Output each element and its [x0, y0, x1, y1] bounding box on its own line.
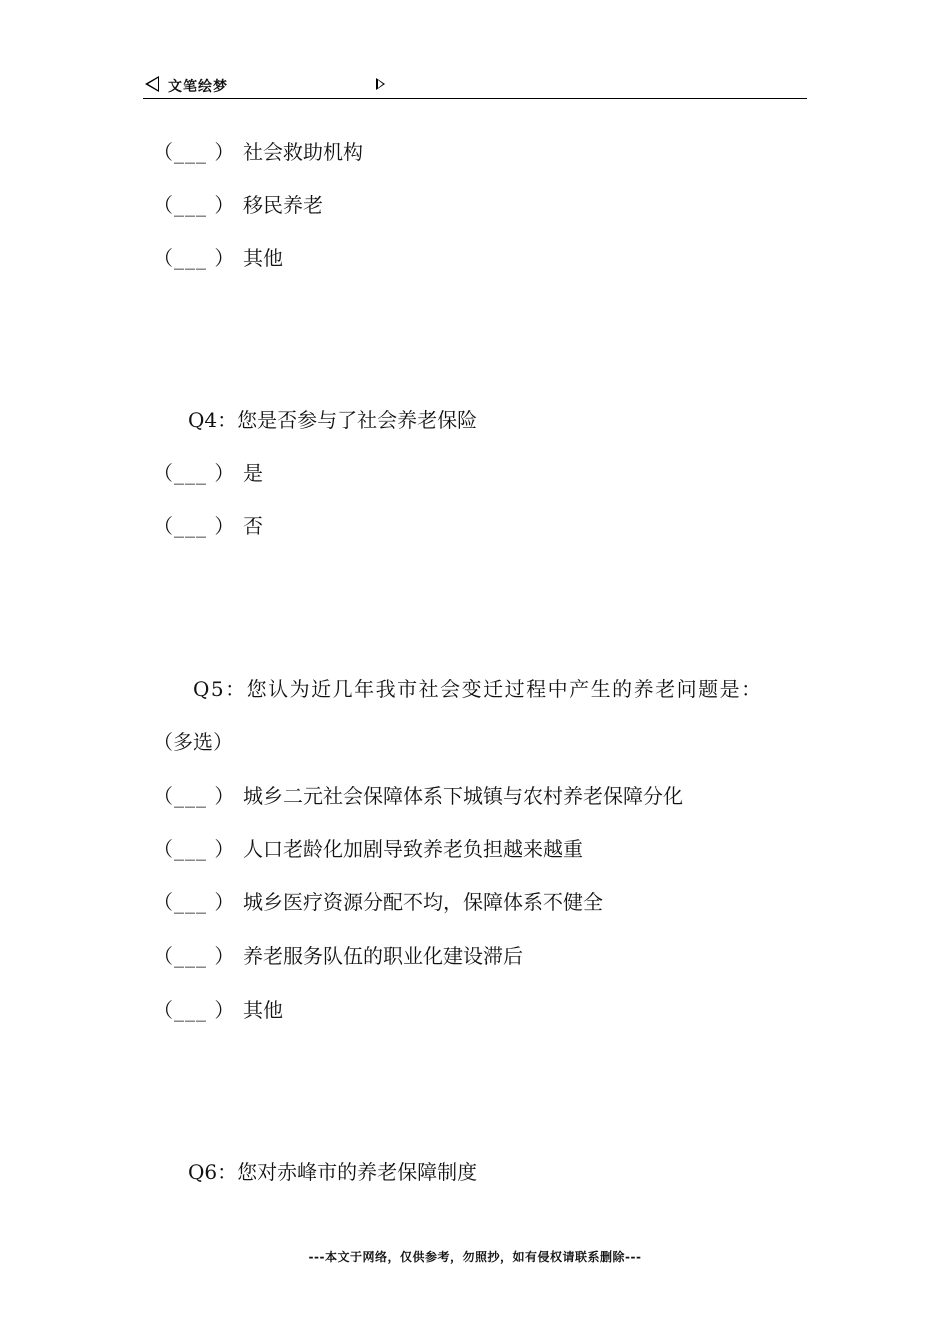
triangle-left-icon — [145, 76, 159, 92]
q5-option-2[interactable] — [153, 837, 583, 861]
header-brand: 文笔绘梦 — [168, 79, 228, 95]
option-text: 城乡二元社会保障体系下城镇与农村养老保障分化 — [243, 784, 683, 808]
q5-option-4[interactable] — [153, 944, 523, 968]
q5-option-3[interactable] — [153, 890, 603, 914]
q6-question: Q6：您对赤峰市的养老保障制度 — [188, 1160, 478, 1184]
q3-option-3[interactable] — [153, 246, 283, 270]
answer-blank: （___ ） — [153, 944, 236, 968]
q5-option-1[interactable] — [153, 784, 683, 808]
q5-note: （多选） — [153, 730, 233, 754]
answer-blank: （___ ） — [153, 140, 236, 164]
answer-blank: （___ ） — [153, 837, 236, 861]
option-text: 移民养老 — [243, 193, 323, 217]
option-text: 人口老龄化加剧导致养老负担越来越重 — [243, 837, 583, 861]
q5-question: Q5：您认为近几年我市社会变迁过程中产生的养老问题是： — [193, 677, 763, 701]
option-text: 养老服务队伍的职业化建设滞后 — [243, 944, 523, 968]
option-text: 城乡医疗资源分配不均，保障体系不健全 — [243, 890, 603, 914]
page-footer: ---本文于网络，仅供参考，勿照抄，如有侵权请联系删除--- — [308, 1250, 642, 1264]
option-text: 否 — [243, 514, 263, 538]
q3-option-2[interactable] — [153, 193, 323, 217]
q3-option-1[interactable] — [153, 140, 363, 164]
answer-blank: （___ ） — [153, 514, 236, 538]
answer-blank: （___ ） — [153, 890, 236, 914]
q4-option-2[interactable] — [153, 514, 263, 538]
triangle-right-icon — [376, 78, 385, 90]
option-text: 社会救助机构 — [243, 140, 363, 164]
answer-blank: （___ ） — [153, 193, 236, 217]
option-text: 是 — [243, 461, 263, 485]
page-header — [143, 72, 807, 99]
q4-option-1[interactable] — [153, 461, 263, 485]
q4-question: Q4：您是否参与了社会养老保险 — [188, 408, 478, 432]
answer-blank: （___ ） — [153, 784, 236, 808]
option-text: 其他 — [243, 246, 283, 270]
answer-blank: （___ ） — [153, 246, 236, 270]
option-text: 其他 — [243, 998, 283, 1022]
answer-blank: （___ ） — [153, 461, 236, 485]
answer-blank: （___ ） — [153, 998, 236, 1022]
q5-option-5[interactable] — [153, 998, 283, 1022]
